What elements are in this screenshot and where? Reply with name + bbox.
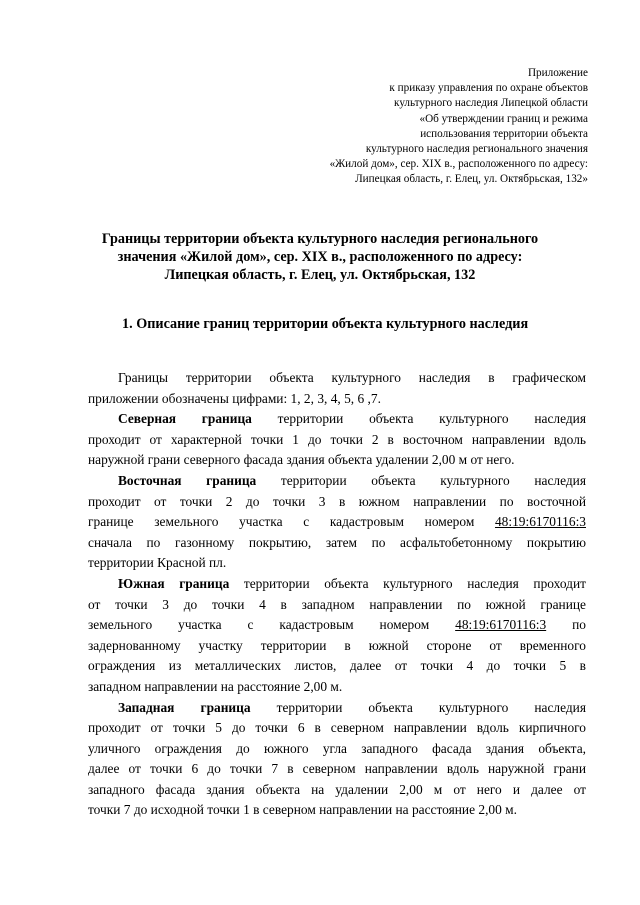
text-line [88,615,586,636]
annex-header [208,66,588,188]
text-line: наружной грани северного фасада здания объекта удалении 2,00 м от него. [88,452,515,468]
annex-line: «Об утверждении границ и режима [419,112,588,125]
annex-line: использования территории объекта [420,127,588,140]
text-line [88,471,586,492]
text-fragment: территории объекта культурного наследия проходит [229,575,586,591]
text-line: уличного ограждения до южного угла западного фасада здания объекта, [88,740,586,756]
text-fragment: территории объекта культурного наследия [251,411,586,427]
text-line: далее от точки 6 до точки 7 в северном направлении вдоль наружной грани [88,761,586,777]
annex-line: Приложение [527,67,588,79]
south-boundary-label: Южная граница [118,575,230,591]
annex-line: Липецкая область, г. Елец, ул. Октябрьская, 132» [355,173,588,186]
text-line [88,574,586,595]
text-line: сначала по газонному покрытию, затем по асфальтобетонному покрытию [88,534,586,550]
west-boundary-label: Западная граница [118,699,251,715]
text-line: ограждения из металлических листов, далее от точки 4 до точки 5 в [88,658,586,674]
text-line: проходит от точки 2 до точки 3 в южном направлении по восточной [88,493,586,509]
north-boundary-label: Северная граница [118,411,252,427]
intro-paragraph [88,368,586,409]
west-boundary-paragraph [88,698,586,822]
annex-line: к приказу управления по охране объектов [389,82,588,95]
south-boundary-paragraph [88,574,586,698]
annex-line: культурного наследия Липецкой области [394,97,588,110]
text-line [88,698,586,719]
annex-line: культурного наследия регионального значения [365,143,588,156]
section-heading: 1. Описание границ территории объекта культурного наследия [122,316,529,332]
text-line: проходит от точки 5 до точки 6 в северном направлении вдоль кирпичного [88,720,586,736]
cadastral-number: 48:19:6170116:3 [494,514,586,530]
document-body [88,368,586,821]
text-line: приложении обозначены цифрами: 1, 2, 3, 4, 5, 6 ,7. [88,390,381,406]
text-line: проходит от характерной точки 1 до точки 2 в восточном направлении вдоль [88,431,586,447]
text-line: Границы территории объекта культурного наследия в графическом [118,370,586,385]
text-line: задернованному участку территории в южной стороне от временного [88,637,586,653]
text-fragment: территории объекта культурного наследия [250,699,586,715]
title-line: значения «Жилой дом», сер. XIX в., расположенного по адресу: [117,248,523,265]
north-boundary-paragraph [88,409,586,471]
title-line: Границы территории объекта культурного наследия регионального [101,231,539,247]
title-line: Липецкая область, г. Елец, ул. Октябрьская, 132 [164,266,476,283]
annex-line: «Жилой дом», сер. XIX в., расположенного по адресу: [329,158,588,171]
text-fragment: территории объекта культурного наследия [256,472,586,488]
cadastral-number: 48:19:6170116:3 [455,617,547,633]
east-boundary-label: Восточная граница [118,472,257,488]
text-fragment: границе земельного участка с кадастровым номером [88,514,495,530]
east-boundary-paragraph [88,471,586,574]
text-fragment: по [546,617,586,633]
text-line: от точки 3 до точки 4 в западном направлении по южной границе [88,596,586,612]
text-line [88,512,586,533]
document-title [60,231,580,284]
text-fragment: земельного участка с кадастровым номером [88,617,456,633]
text-line: западном направлении на расстояние 2,00 м. [88,678,343,694]
text-line [88,409,586,430]
text-line: западного фасада здания объекта на удалении 2,00 м от него и далее от [88,781,586,797]
text-line: точки 7 до исходной точки 1 в северном направлении на расстояние 2,00 м. [88,802,517,818]
text-line: территории Красной пл. [88,555,227,571]
